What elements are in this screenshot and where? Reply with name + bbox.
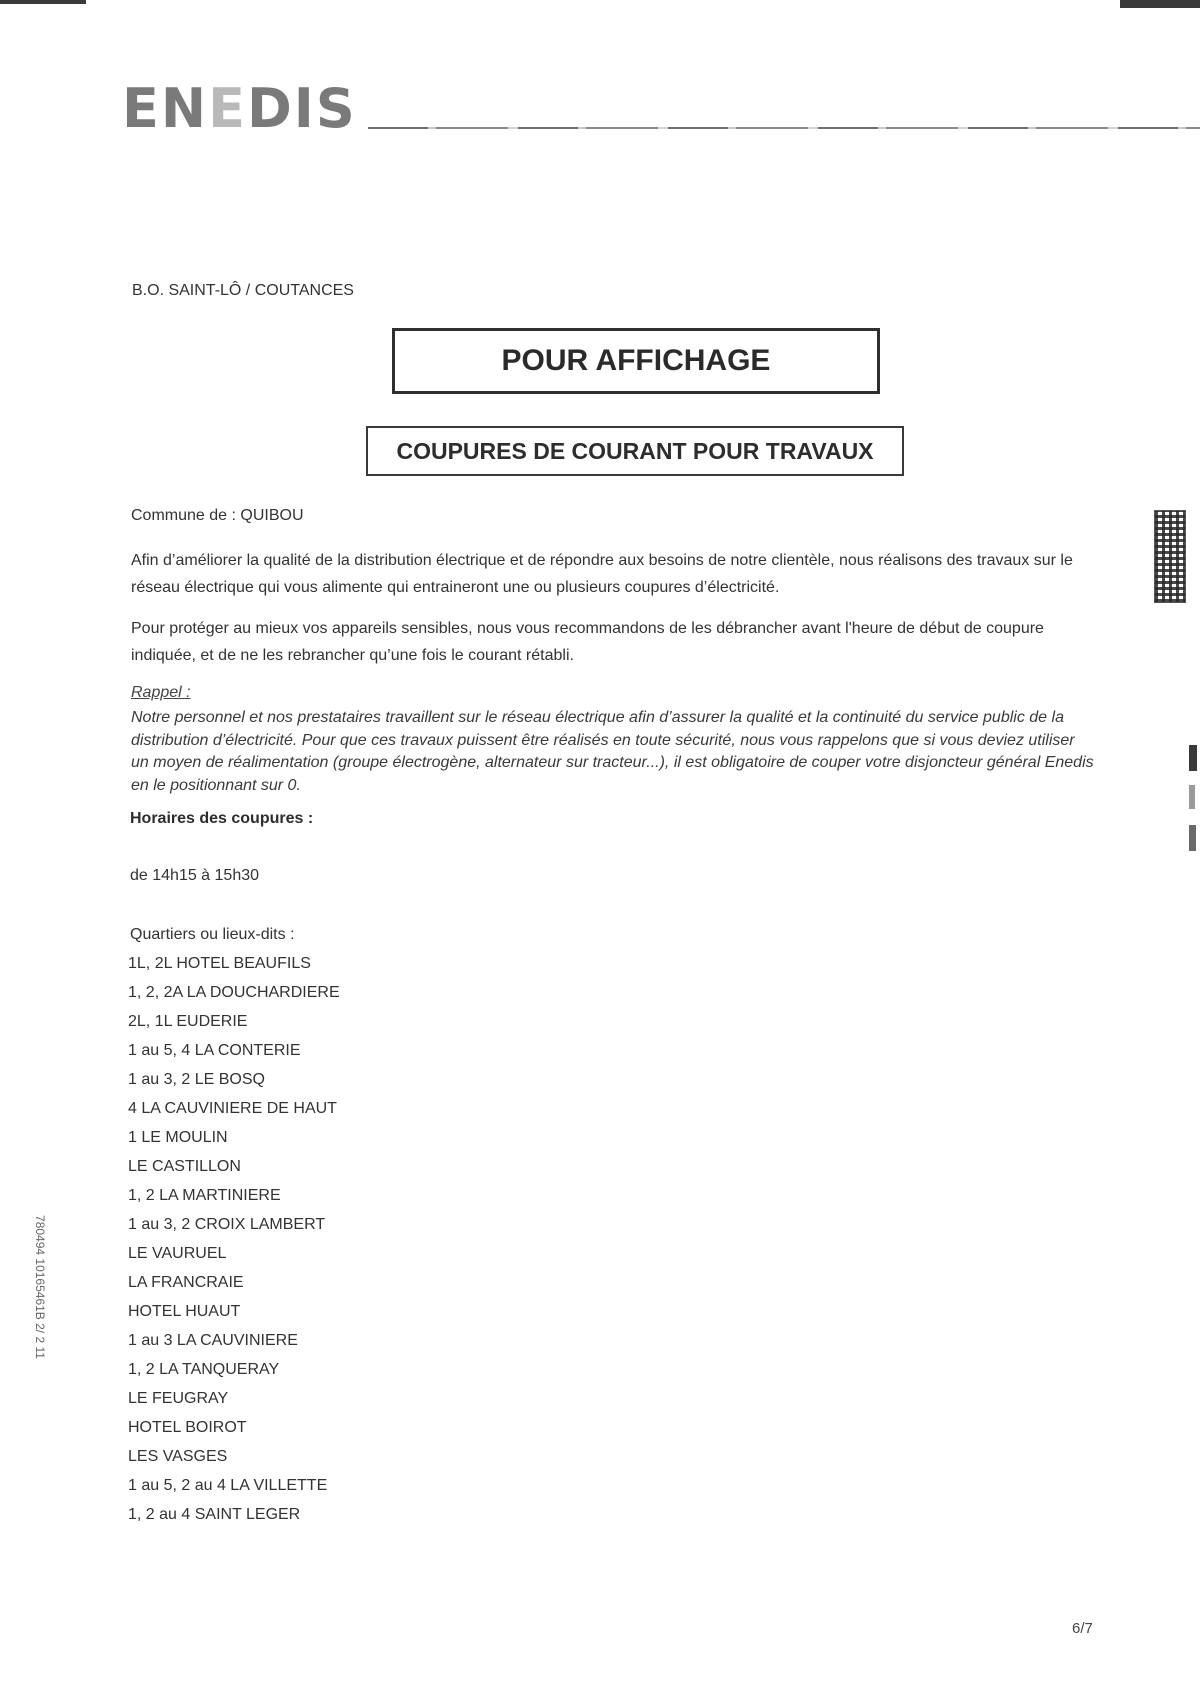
office-name: B.O. SAINT-LÔ / COUTANCES <box>132 282 354 299</box>
list-item: 1, 2, 2A LA DOUCHARDIERE <box>128 984 340 1001</box>
paragraph-advice: Pour protéger au mieux vos appareils sensibles, nous vous recommandons de les débrancher avant l'heure de début de coupure indiquée, et de ne les rebrancher qu’une fois le courant rétabli. <box>131 620 1044 664</box>
list-item: 1, 2 LA TANQUERAY <box>128 1361 280 1378</box>
list-item: 1 au 5, 2 au 4 LA VILLETTE <box>128 1477 328 1494</box>
scan-mark-right-3 <box>1189 825 1196 851</box>
list-item: 1 au 3 LA CAUVINIERE <box>128 1332 298 1349</box>
scan-mark-top-left <box>0 0 86 4</box>
letterhead <box>122 77 1200 140</box>
banner-title: POUR AFFICHAGE <box>501 344 771 377</box>
places-list <box>128 954 340 1534</box>
rappel-text: Notre personnel et nos prestataires travaillent sur le réseau électrique afin d’assurer la qualité et la continuité du service public de la distribution d’électricité. Pour que ces travaux puissent être réalisés en toute sécurité, nous vous rappelons que si vous deviez utiliser un moyen de réalimentation (groupe électrogène, alternateur sur tracteur...), il est obligatoire de couper votre disjoncteur général Enedis en le positionnant sur 0. <box>131 709 1094 794</box>
header-rule <box>368 127 1200 129</box>
side-reference-number: 780494 10165461B 2/ 2 11 <box>33 1215 47 1359</box>
list-item: HOTEL BOIROT <box>128 1419 247 1436</box>
list-item: 1, 2 au 4 SAINT LEGER <box>128 1506 301 1523</box>
enedis-logo: ENEDIS <box>122 77 357 140</box>
list-item: 4 LA CAUVINIERE DE HAUT <box>128 1100 337 1117</box>
list-item: LE FEUGRAY <box>128 1390 229 1407</box>
list-item: LE CASTILLON <box>128 1158 241 1175</box>
places-title: Quartiers ou lieux-dits : <box>130 926 295 943</box>
subtitle: COUPURES DE COURANT POUR TRAVAUX <box>396 437 874 464</box>
rappel-title: Rappel : <box>131 684 191 701</box>
list-item: LE VAURUEL <box>128 1245 227 1262</box>
hours-value: de 14h15 à 15h30 <box>130 867 260 884</box>
list-item: 1 au 5, 4 LA CONTERIE <box>128 1042 301 1059</box>
list-item: LES VASGES <box>128 1448 228 1465</box>
page-number: 6/7 <box>1072 1620 1093 1637</box>
list-item: 1 au 3, 2 LE BOSQ <box>128 1071 265 1088</box>
list-item: HOTEL HUAUT <box>128 1303 241 1320</box>
list-item: 1L, 2L HOTEL BEAUFILS <box>128 955 311 972</box>
datamatrix-code <box>1154 510 1186 603</box>
list-item: 1, 2 LA MARTINIERE <box>128 1187 281 1204</box>
list-item: 1 au 3, 2 CROIX LAMBERT <box>128 1216 326 1233</box>
commune: Commune de : QUIBOU <box>131 507 304 524</box>
scan-mark-right-2 <box>1189 785 1195 809</box>
hours-title: Horaires des coupures : <box>130 810 314 827</box>
list-item: LA FRANCRAIE <box>128 1274 244 1291</box>
list-item: 2L, 1L EUDERIE <box>128 1013 248 1030</box>
banner-box <box>392 328 880 394</box>
paragraph-intro: Afin d’améliorer la qualité de la distribution électrique et de répondre aux besoins de notre clientèle, nous réalisons des travaux sur le réseau électrique qui vous alimente qui entraineront une ou plusieurs coupures d’électricité. <box>131 552 1073 596</box>
subtitle-box <box>366 426 904 476</box>
scan-mark-right-1 <box>1189 745 1197 771</box>
list-item: 1 LE MOULIN <box>128 1129 228 1146</box>
scan-mark-top-right <box>1120 0 1200 8</box>
